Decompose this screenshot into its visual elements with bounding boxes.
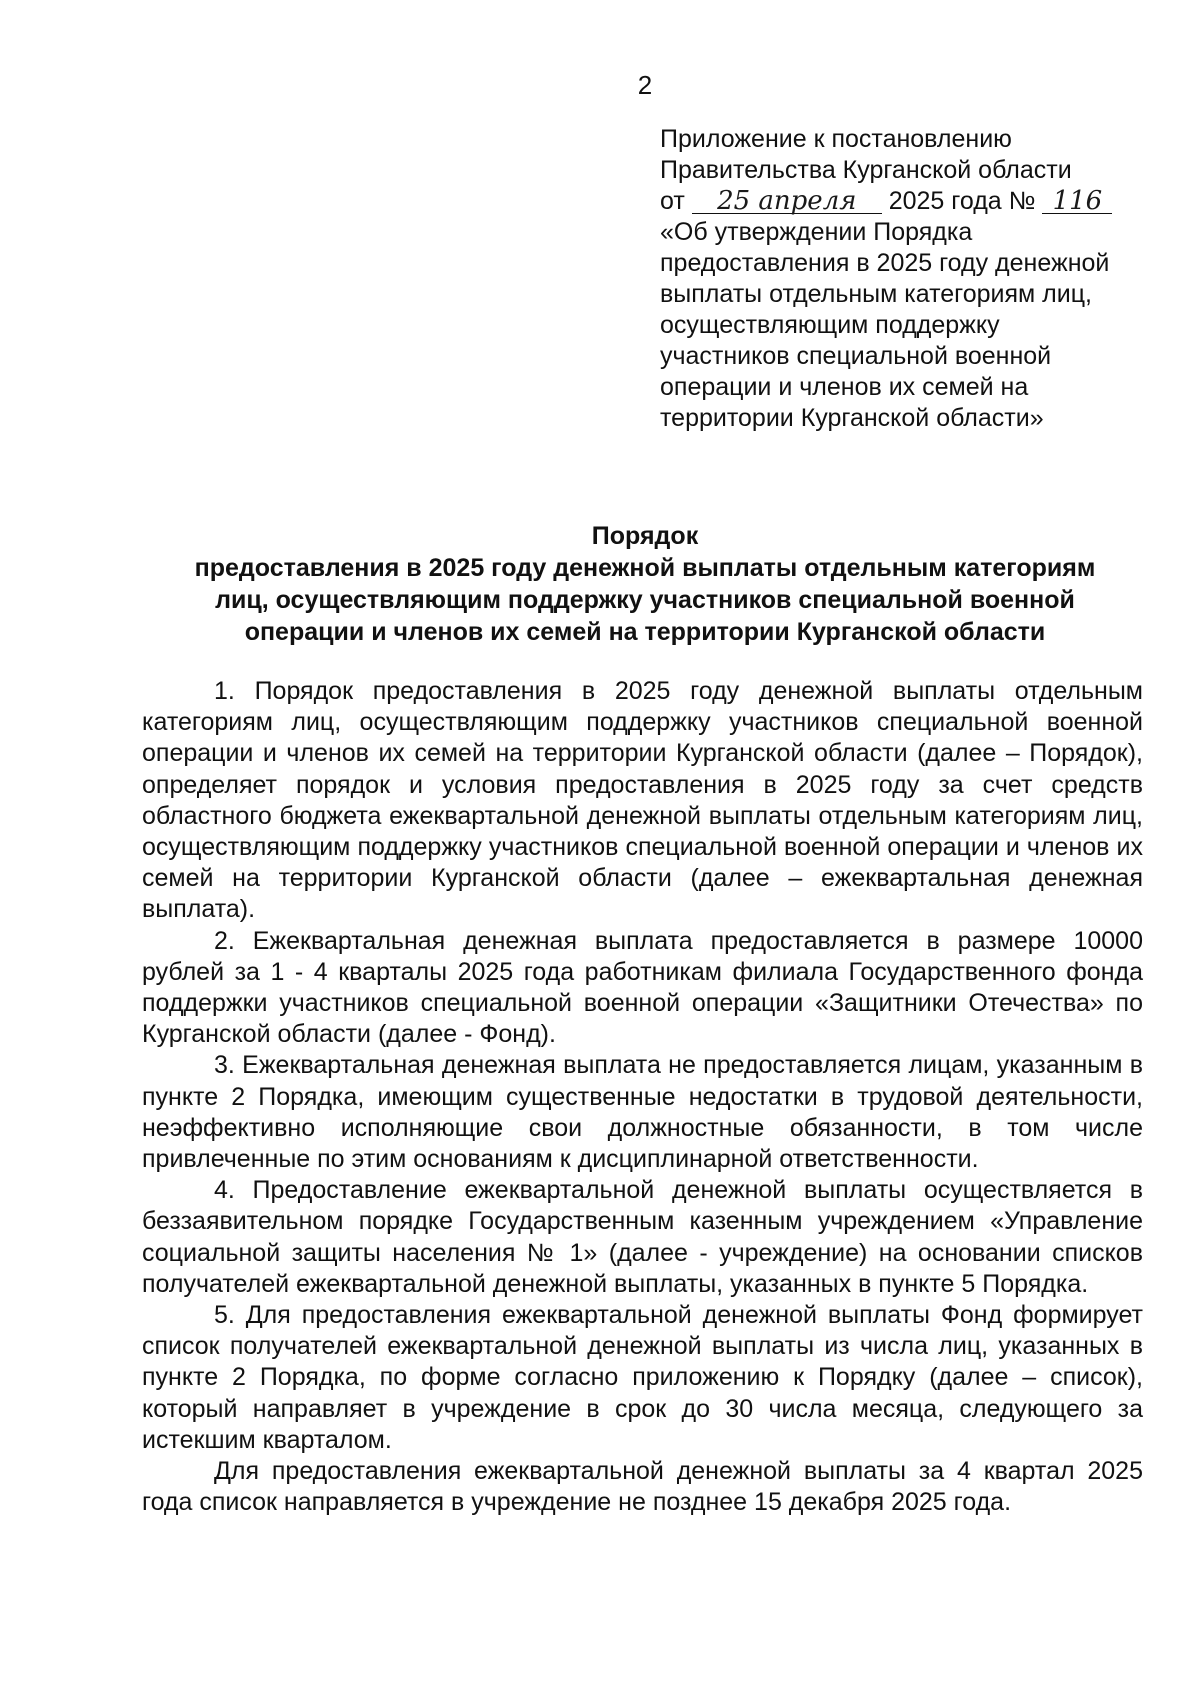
paragraph-4: 4. Предоставление ежеквартальной денежной выплаты осуществляется в беззаявительном порядке Государственным казенным учреждением «Управление социальной защиты населения № 1» (далее - учреждение) на основании списков получателей ежеквартальной денежной выплаты, указанных в пункте 5 Порядка.: [142, 1176, 1143, 1298]
appendix-subject-line: «Об утверждении Порядка: [660, 218, 973, 246]
appendix-date-line: [660, 186, 1180, 217]
paragraph-6: Для предоставления ежеквартальной денежной выплаты за 4 квартал 2025 года список направляется в учреждение не позднее 15 декабря 2025 года.: [142, 1457, 1143, 1517]
appendix-line-1: Приложение к постановлению: [660, 125, 1012, 153]
appendix-block: [660, 124, 1180, 434]
appendix-subject-line: участников специальной военной: [660, 342, 1052, 370]
document-title: [140, 520, 1150, 648]
paragraph-2: 2. Ежеквартальная денежная выплата предоставляется в размере 10000 рублей за 1 - 4 кварталы 2025 года работникам филиала Государственного фонда поддержки участников специальной военной операции «Защитники Отечества» по Курганской области (далее - Фонд).: [142, 926, 1143, 1049]
handwritten-date: 25 апреля: [692, 189, 882, 214]
appendix-subject-line: предоставления в 2025 году денежной: [660, 249, 1110, 277]
date-prefix: от: [660, 187, 685, 215]
appendix-subject-line: выплаты отдельным категориям лиц,: [660, 280, 1092, 308]
appendix-subject-line: осуществляющим поддержку: [660, 311, 1000, 339]
title-line: операции и членов их семей на территории Курганской области: [244, 618, 1046, 646]
title-heading: Порядок: [591, 522, 699, 550]
paragraph-3: 3. Ежеквартальная денежная выплата не предоставляется лицам, указанным в пункте 2 Порядка, имеющим существенные недостатки в трудовой деятельности, неэффективно исполняющие свои должностные обязанности, в том числе привлеченные по этим основаниям к дисциплинарной ответственности.: [142, 1051, 1143, 1174]
paragraph-5: 5. Для предоставления ежеквартальной денежной выплаты Фонд формирует список получателей ежеквартальной денежной выплаты из числа лиц, указанных в пункте 2 Порядка, по форме согласно приложению к Порядку (далее – список), который направляет в учреждение в срок до 30 числа месяца, следующего за истекшим кварталом.: [142, 1301, 1143, 1454]
appendix-subject-line: операции и членов их семей на: [660, 373, 1029, 401]
year-text: 2025 года №: [888, 187, 1036, 215]
paragraph-1: 1. Порядок предоставления в 2025 году денежной выплаты отдельным категориям лиц, осуществляющим поддержку участников специальной военной операции и членов их семей на территории Курганской области (далее – Порядок), определяет порядок и условия предоставления в 2025 году за счет средств областного бюджета ежеквартальной денежной выплаты отдельным категориям лиц, осуществляющим поддержку участников специальной военной операции и членов их семей на территории Курганской области (далее – ежеквартальная денежная выплата).: [142, 677, 1143, 924]
page-number: 2: [637, 70, 653, 100]
appendix-subject-line: территории Курганской области»: [660, 404, 1044, 432]
title-line: лиц, осуществляющим поддержку участников специальной военной: [215, 586, 1075, 614]
appendix-line-2: Правительства Курганской области: [660, 156, 1072, 184]
handwritten-number: 116: [1042, 189, 1112, 214]
title-line: предоставления в 2025 году денежной выплаты отдельным категориям: [194, 554, 1096, 582]
document-body: [142, 676, 1143, 1518]
